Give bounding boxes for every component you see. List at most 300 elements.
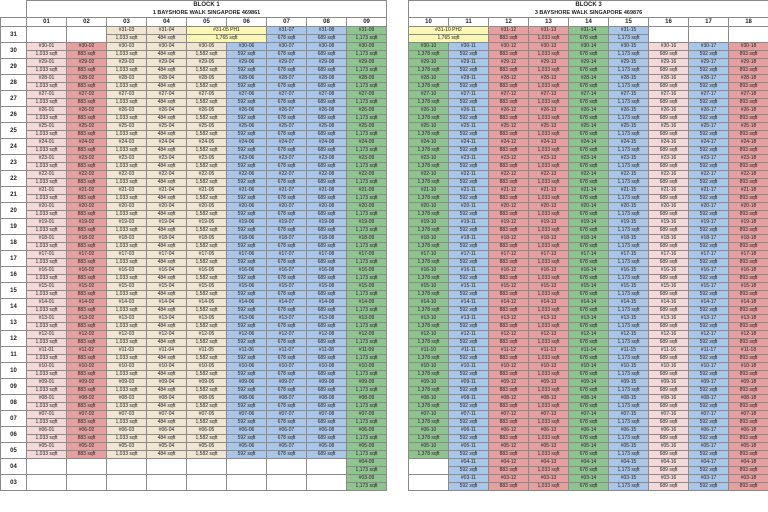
unit-area: 883 sqft	[67, 435, 107, 443]
unit-area: 893 sqft	[729, 483, 768, 491]
unit-number: #24-02	[67, 139, 107, 147]
unit-number: #12-14	[569, 331, 609, 339]
unit-number: #10-08	[307, 363, 347, 371]
unit-area: 883 sqft	[489, 403, 529, 411]
unit-number: #12-18	[729, 331, 768, 339]
unit-number: #25-16	[649, 123, 689, 131]
unit-number: #13-07	[267, 315, 307, 323]
unit-area: 1,033 sqft	[27, 259, 67, 267]
unit-number: #24-16	[649, 139, 689, 147]
unit-area: 592 sqft	[227, 163, 267, 171]
unit-number: #20-01	[27, 203, 67, 211]
unit-number: #21-06	[227, 187, 267, 195]
unit-area: 689 sqft	[307, 259, 347, 267]
unit-area: 689 sqft	[307, 291, 347, 299]
unit-area: 1,033 sqft	[27, 419, 67, 427]
unit-area: 678 sqft	[569, 131, 609, 139]
unit-number: #09-10	[409, 379, 449, 387]
unit-number: #24-12	[489, 139, 529, 147]
unit-area: 1,173 sqft	[347, 243, 387, 251]
unit-area: 592 sqft	[449, 371, 489, 379]
unit-number: #03-17	[689, 475, 729, 483]
unit-area: 592 sqft	[689, 403, 729, 411]
unit-area: 678 sqft	[569, 147, 609, 155]
unit-area: 678 sqft	[267, 371, 307, 379]
unit-area: 883 sqft	[489, 211, 529, 219]
unit-number: #09-12	[489, 379, 529, 387]
unit-number: #03-15	[609, 475, 649, 483]
unit-area: 678 sqft	[267, 83, 307, 91]
unit-area: 678 sqft	[569, 179, 609, 187]
unit-number: #11-04	[147, 347, 187, 355]
unit-area: 1,378 sqft	[409, 275, 449, 283]
unit-number: #27-04	[147, 91, 187, 99]
unit-area: 1,582 sqft	[187, 83, 227, 91]
unit-area: 592 sqft	[227, 275, 267, 283]
unit-area: 592 sqft	[689, 467, 729, 475]
unit-number: #06-13	[529, 427, 569, 435]
unit-number: #06-06	[227, 427, 267, 435]
block-3-address: 3 BAYSHORE WALK SINGAPORE 469876	[409, 9, 768, 18]
unit-area: 689 sqft	[307, 387, 347, 395]
unit-area: 1,173 sqft	[347, 275, 387, 283]
unit-number: #13-08	[307, 315, 347, 323]
unit-area: 484 sqft	[147, 259, 187, 267]
unit-area: 1,033 sqft	[529, 243, 569, 251]
unit-area: 1,378 sqft	[409, 51, 449, 59]
unit-number: #12-04	[147, 331, 187, 339]
unit-area: 1,378 sqft	[409, 131, 449, 139]
unit-number: #30-08	[307, 43, 347, 51]
unit-number: #18-10	[409, 235, 449, 243]
unit-number: #24-05	[187, 139, 227, 147]
empty-cell	[27, 459, 67, 475]
unit-area: 883 sqft	[67, 227, 107, 235]
unit-area: 1,173 sqft	[609, 67, 649, 75]
unit-area: 1,378 sqft	[409, 147, 449, 155]
unit-number: #15-16	[649, 283, 689, 291]
unit-area: 689 sqft	[307, 419, 347, 427]
unit-area: 893 sqft	[729, 147, 768, 155]
unit-area: 592 sqft	[689, 99, 729, 107]
unit-area: 592 sqft	[227, 355, 267, 363]
unit-area: 1,173 sqft	[609, 227, 649, 235]
unit-number: #22-18	[729, 171, 768, 179]
unit-number: #29-16	[649, 59, 689, 67]
unit-area: 1,582 sqft	[187, 435, 227, 443]
unit-number: #20-03	[107, 203, 147, 211]
unit-number: #12-07	[267, 331, 307, 339]
unit-area: 678 sqft	[267, 131, 307, 139]
block-1-table	[0, 0, 387, 491]
unit-area: 1,173 sqft	[609, 51, 649, 59]
unit-number: #19-09	[347, 219, 387, 227]
unit-area: 883 sqft	[67, 259, 107, 267]
unit-area: 689 sqft	[307, 275, 347, 283]
floor-label: 04	[1, 459, 27, 475]
unit-area: 1,033 sqft	[529, 339, 569, 347]
unit-area: 1,033 sqft	[529, 467, 569, 475]
unit-area: 592 sqft	[449, 451, 489, 459]
unit-area: 1,582 sqft	[187, 51, 227, 59]
stack-header: 13	[529, 18, 569, 27]
floor-label: 15	[1, 283, 27, 299]
unit-area: 678 sqft	[569, 483, 609, 491]
unit-area: 1,173 sqft	[609, 147, 649, 155]
unit-area: 883 sqft	[67, 179, 107, 187]
stack-header: 03	[107, 18, 147, 27]
empty-cell	[107, 459, 147, 475]
unit-number: #29-11	[449, 59, 489, 67]
unit-number: #07-04	[147, 411, 187, 419]
unit-number: #16-16	[649, 267, 689, 275]
unit-number: #29-17	[689, 59, 729, 67]
unit-area: 592 sqft	[449, 387, 489, 395]
unit-area: 1,173 sqft	[609, 323, 649, 331]
unit-area: 1,173 sqft	[347, 99, 387, 107]
unit-number: #20-13	[529, 203, 569, 211]
unit-area: 1,033 sqft	[107, 355, 147, 363]
unit-area: 1,033 sqft	[529, 259, 569, 267]
unit-number: #10-04	[147, 363, 187, 371]
unit-area: 883 sqft	[489, 227, 529, 235]
unit-number: #10-14	[569, 363, 609, 371]
unit-number: #21-15	[609, 187, 649, 195]
floor-label: 12	[1, 331, 27, 347]
unit-area: 1,173 sqft	[609, 35, 649, 43]
unit-number: #15-02	[67, 283, 107, 291]
unit-number: #21-14	[569, 187, 609, 195]
unit-area: 1,033 sqft	[27, 51, 67, 59]
empty-cell	[307, 475, 347, 491]
unit-number: #08-08	[307, 395, 347, 403]
unit-area: 592 sqft	[227, 339, 267, 347]
unit-area: 678 sqft	[569, 323, 609, 331]
unit-number: #25-14	[569, 123, 609, 131]
unit-number: #12-11	[449, 331, 489, 339]
unit-area: 1,378 sqft	[409, 339, 449, 347]
unit-area: 678 sqft	[267, 419, 307, 427]
unit-area: 592 sqft	[227, 179, 267, 187]
unit-number: #23-05	[187, 155, 227, 163]
unit-area: 689 sqft	[307, 451, 347, 459]
unit-number: #12-08	[307, 331, 347, 339]
unit-area: 1,033 sqft	[27, 83, 67, 91]
unit-area: 1,033 sqft	[107, 419, 147, 427]
unit-area: 689 sqft	[649, 51, 689, 59]
unit-number: #26-10	[409, 107, 449, 115]
unit-area: 592 sqft	[689, 275, 729, 283]
unit-number: #09-16	[649, 379, 689, 387]
unit-number: #18-13	[529, 235, 569, 243]
unit-number: #15-03	[107, 283, 147, 291]
unit-number: #18-05	[187, 235, 227, 243]
unit-area: 1,582 sqft	[187, 323, 227, 331]
empty-cell	[689, 27, 729, 43]
floor-label: 21	[1, 187, 27, 203]
unit-area: 484 sqft	[147, 147, 187, 155]
unit-number: #31-07	[267, 27, 307, 35]
unit-number: #09-02	[67, 379, 107, 387]
unit-area: 592 sqft	[689, 163, 729, 171]
unit-number: #24-18	[729, 139, 768, 147]
unit-area: 883 sqft	[67, 323, 107, 331]
unit-area: 1,173 sqft	[347, 435, 387, 443]
unit-area: 883 sqft	[67, 371, 107, 379]
unit-number: #19-18	[729, 219, 768, 227]
unit-area: 592 sqft	[449, 419, 489, 427]
empty-cell	[67, 475, 107, 491]
unit-area: 1,378 sqft	[409, 451, 449, 459]
unit-number: #06-02	[67, 427, 107, 435]
unit-area: 883 sqft	[489, 243, 529, 251]
unit-area: 1,033 sqft	[107, 195, 147, 203]
floor-label: 26	[1, 107, 27, 123]
unit-area: 883 sqft	[67, 131, 107, 139]
unit-area: 484 sqft	[147, 371, 187, 379]
unit-number: #22-01	[27, 171, 67, 179]
unit-number: #19-01	[27, 219, 67, 227]
unit-number: #09-11	[449, 379, 489, 387]
unit-area: 893 sqft	[729, 179, 768, 187]
unit-area: 484 sqft	[147, 51, 187, 59]
unit-area: 1,173 sqft	[347, 371, 387, 379]
stack-header: 17	[689, 18, 729, 27]
unit-area: 484 sqft	[147, 435, 187, 443]
unit-area: 1,033 sqft	[107, 35, 147, 43]
unit-number: #13-09	[347, 315, 387, 323]
unit-number: #27-11	[449, 91, 489, 99]
unit-area: 1,033 sqft	[27, 339, 67, 347]
unit-number: #30-18	[729, 43, 768, 51]
unit-number: #11-11	[449, 347, 489, 355]
unit-number: #10-02	[67, 363, 107, 371]
unit-area: 592 sqft	[449, 227, 489, 235]
unit-number: #05-06	[227, 443, 267, 451]
unit-number: #27-01	[27, 91, 67, 99]
block-1-stack-chart	[0, 0, 386, 491]
unit-number: #20-11	[449, 203, 489, 211]
unit-area: 1,033 sqft	[529, 211, 569, 219]
unit-number: #08-04	[147, 395, 187, 403]
unit-area: 678 sqft	[267, 195, 307, 203]
unit-number: #13-16	[649, 315, 689, 323]
unit-number: #10-17	[689, 363, 729, 371]
unit-number: #16-17	[689, 267, 729, 275]
unit-area: 1,173 sqft	[609, 355, 649, 363]
unit-number: #24-17	[689, 139, 729, 147]
unit-area: 689 sqft	[649, 99, 689, 107]
unit-area: 1,173 sqft	[347, 115, 387, 123]
unit-number: #15-14	[569, 283, 609, 291]
unit-number: #07-11	[449, 411, 489, 419]
unit-number: #22-08	[307, 171, 347, 179]
unit-number: #12-02	[67, 331, 107, 339]
unit-area: 592 sqft	[689, 387, 729, 395]
unit-area: 592 sqft	[449, 163, 489, 171]
unit-number: #29-02	[67, 59, 107, 67]
unit-number: #08-05	[187, 395, 227, 403]
unit-area: 883 sqft	[489, 483, 529, 491]
unit-number: #18-04	[147, 235, 187, 243]
unit-number: #26-15	[609, 107, 649, 115]
unit-number: #25-10	[409, 123, 449, 131]
unit-number: #24-11	[449, 139, 489, 147]
unit-number: #16-04	[147, 267, 187, 275]
empty-cell	[227, 459, 267, 475]
unit-number: #07-09	[347, 411, 387, 419]
unit-number: #05-03	[107, 443, 147, 451]
unit-area: 893 sqft	[729, 163, 768, 171]
unit-number: #22-10	[409, 171, 449, 179]
unit-number: #16-08	[307, 267, 347, 275]
unit-area: 1,378 sqft	[409, 211, 449, 219]
unit-number: #06-12	[489, 427, 529, 435]
unit-number: #06-14	[569, 427, 609, 435]
unit-area: 883 sqft	[489, 451, 529, 459]
unit-area: 678 sqft	[267, 163, 307, 171]
unit-area: 689 sqft	[649, 115, 689, 123]
unit-area: 1,173 sqft	[347, 163, 387, 171]
unit-area: 592 sqft	[227, 51, 267, 59]
unit-number: #17-18	[729, 251, 768, 259]
unit-area: 484 sqft	[147, 35, 187, 43]
unit-area: 678 sqft	[569, 339, 609, 347]
unit-number: #26-13	[529, 107, 569, 115]
unit-number: #08-17	[689, 395, 729, 403]
unit-area: 592 sqft	[449, 355, 489, 363]
unit-area: 1,033 sqft	[27, 131, 67, 139]
floor-label: 24	[1, 139, 27, 155]
unit-area: 484 sqft	[147, 275, 187, 283]
unit-number: #20-04	[147, 203, 187, 211]
unit-area: 883 sqft	[489, 147, 529, 155]
unit-number: #30-11	[449, 43, 489, 51]
unit-number: #29-13	[529, 59, 569, 67]
unit-number: #21-01	[27, 187, 67, 195]
unit-area: 592 sqft	[689, 435, 729, 443]
unit-area: 1,033 sqft	[529, 451, 569, 459]
unit-number: #15-12	[489, 283, 529, 291]
unit-area: 484 sqft	[147, 163, 187, 171]
unit-number: #21-09	[347, 187, 387, 195]
unit-area: 592 sqft	[449, 99, 489, 107]
unit-area: 893 sqft	[729, 387, 768, 395]
unit-area: 689 sqft	[649, 483, 689, 491]
unit-area: 484 sqft	[147, 131, 187, 139]
unit-number: #20-15	[609, 203, 649, 211]
unit-area: 689 sqft	[649, 467, 689, 475]
unit-number: #20-02	[67, 203, 107, 211]
unit-number: #22-11	[449, 171, 489, 179]
unit-number: #31-04	[147, 27, 187, 35]
unit-number: #26-16	[649, 107, 689, 115]
unit-number: #13-10	[409, 315, 449, 323]
floor-label: 08	[1, 395, 27, 411]
unit-area: 592 sqft	[689, 371, 729, 379]
unit-number: #31-09	[347, 27, 387, 35]
unit-number: #17-07	[267, 251, 307, 259]
unit-area: 1,378 sqft	[409, 291, 449, 299]
floor-label: 10	[1, 363, 27, 379]
floor-label: 29	[1, 59, 27, 75]
unit-number: #29-15	[609, 59, 649, 67]
unit-area: 592 sqft	[689, 307, 729, 315]
unit-number: #27-15	[609, 91, 649, 99]
unit-area: 592 sqft	[227, 387, 267, 395]
unit-area: 1,033 sqft	[107, 51, 147, 59]
unit-number: #10-13	[529, 363, 569, 371]
unit-number: #14-17	[689, 299, 729, 307]
unit-number: #24-03	[107, 139, 147, 147]
unit-area: 1,378 sqft	[409, 243, 449, 251]
unit-number: #13-11	[449, 315, 489, 323]
unit-area: 592 sqft	[689, 227, 729, 235]
unit-area: 1,173 sqft	[609, 467, 649, 475]
block-1-address: 1 BAYSHORE WALK SINGAPORE 469861	[27, 9, 387, 18]
unit-number: #20-12	[489, 203, 529, 211]
floor-label: 13	[1, 315, 27, 331]
unit-number: #13-15	[609, 315, 649, 323]
unit-number: #22-07	[267, 171, 307, 179]
unit-area: 592 sqft	[449, 147, 489, 155]
unit-number: #26-07	[267, 107, 307, 115]
unit-number: #21-05	[187, 187, 227, 195]
stack-header: 08	[307, 18, 347, 27]
unit-area: 1,033 sqft	[107, 259, 147, 267]
unit-area: 678 sqft	[569, 35, 609, 43]
unit-number: #22-12	[489, 171, 529, 179]
unit-number: #12-17	[689, 331, 729, 339]
unit-area: 689 sqft	[649, 147, 689, 155]
unit-number: #19-07	[267, 219, 307, 227]
unit-number: #08-01	[27, 395, 67, 403]
unit-number: #04-11	[449, 459, 489, 467]
unit-area: 678 sqft	[267, 355, 307, 363]
unit-area: 1,378 sqft	[409, 179, 449, 187]
unit-area: 592 sqft	[449, 291, 489, 299]
unit-area: 1,173 sqft	[609, 211, 649, 219]
unit-number: #29-01	[27, 59, 67, 67]
unit-area: 1,582 sqft	[187, 179, 227, 187]
unit-area: 484 sqft	[147, 387, 187, 395]
unit-area: 1,033 sqft	[107, 131, 147, 139]
unit-area: 689 sqft	[649, 307, 689, 315]
floor-label: 18	[1, 235, 27, 251]
stack-header: 14	[569, 18, 609, 27]
block-1-title: BLOCK 1	[27, 1, 387, 10]
unit-number: #04-09	[347, 459, 387, 467]
unit-number: #27-12	[489, 91, 529, 99]
unit-area: 1,173 sqft	[609, 339, 649, 347]
unit-number: #17-05	[187, 251, 227, 259]
unit-area: 893 sqft	[729, 339, 768, 347]
unit-number: #30-12	[489, 43, 529, 51]
unit-area: 1,033 sqft	[529, 99, 569, 107]
unit-area: 592 sqft	[227, 195, 267, 203]
unit-number: #07-08	[307, 411, 347, 419]
unit-area: 1,033 sqft	[27, 67, 67, 75]
unit-number: #12-15	[609, 331, 649, 339]
unit-number: #22-14	[569, 171, 609, 179]
unit-area: 689 sqft	[307, 195, 347, 203]
unit-area: 1,033 sqft	[107, 147, 147, 155]
unit-area: 689 sqft	[307, 211, 347, 219]
unit-number: #12-01	[27, 331, 67, 339]
unit-area: 592 sqft	[689, 51, 729, 59]
unit-number: #12-06	[227, 331, 267, 339]
unit-number: #05-02	[67, 443, 107, 451]
